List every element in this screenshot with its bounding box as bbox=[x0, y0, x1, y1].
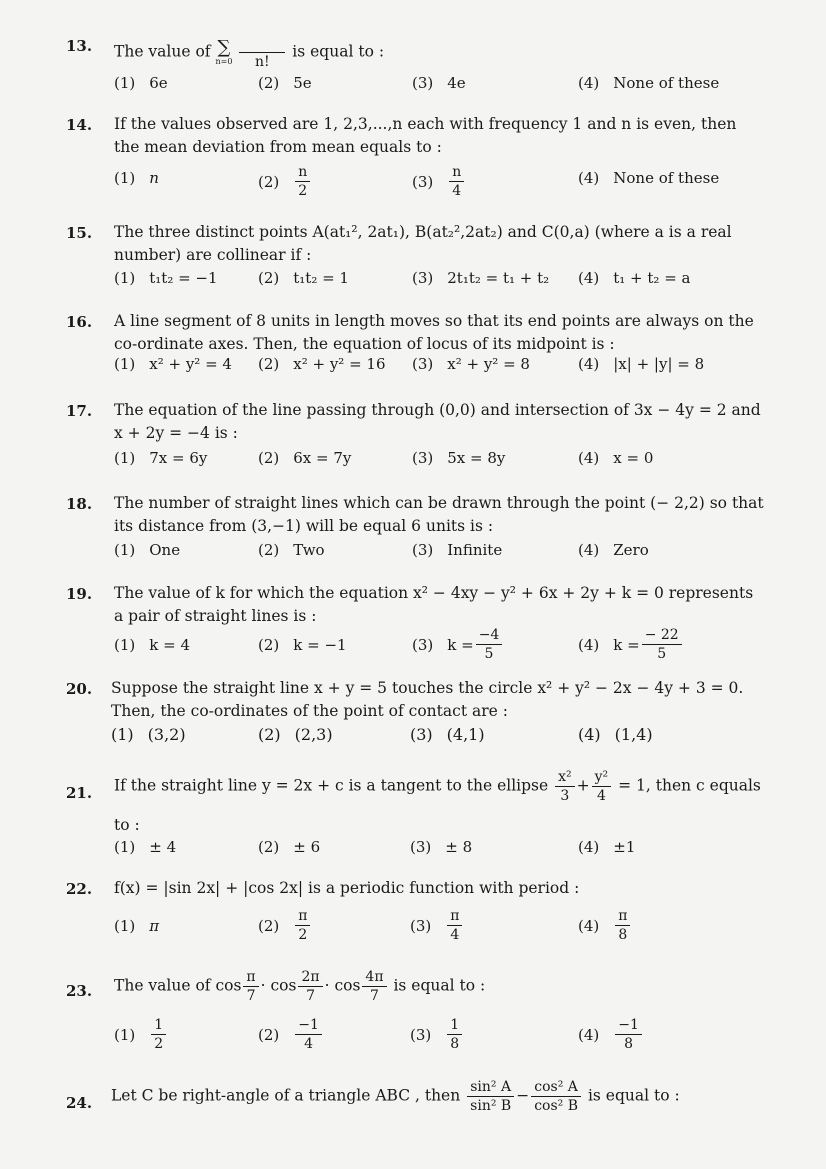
option-3: (3) $\frac{n}{4}$ bbox=[412, 163, 466, 200]
question-stem: The number of straight lines which can be drawn through the point (− 2,2) so that its distance from (3,−1) will be equal 6 units is : bbox=[114, 494, 764, 535]
option-4: (4) Zero bbox=[578, 541, 649, 559]
option-4: (4) $\frac{\pi}{8}$ bbox=[578, 907, 632, 944]
option-3: (3) Infinite bbox=[412, 541, 503, 559]
option-4: (4) |x| + |y| = 8 bbox=[578, 355, 705, 373]
option-3: (3) $\frac{1}{8}$ bbox=[410, 1016, 464, 1053]
option-2: (2) $\frac{\pi}{2}$ bbox=[258, 907, 312, 944]
question-stem: If the values observed are 1, 2,3,...,n each with frequency 1 and n is even, then the mean deviation from mean equals to : bbox=[114, 115, 737, 156]
summation: ∑ n=0 bbox=[215, 37, 233, 66]
option-2: (2) k = −1 bbox=[258, 636, 347, 654]
question-stem-tail: to : bbox=[114, 816, 140, 834]
option-2: (2) $\frac{-1}{4}$ bbox=[258, 1016, 324, 1053]
question-number: 14. bbox=[66, 116, 93, 134]
question-stem: The value of cos $\frac{\pi}{7}$ · cos $\frac{2\pi}{7}$ · cos $\frac{4\pi}{7}$ is equal to : bbox=[114, 969, 486, 1004]
question-number: 23. bbox=[66, 982, 93, 1000]
question-stem: The value of ∑ n=0 n! is equal to : bbox=[114, 34, 764, 71]
question-stem: Suppose the straight line x + y = 5 touches the circle x² + y² − 2x − 4y + 3 = 0. Then, the co-ordinates of the point of contact are : bbox=[111, 679, 744, 720]
option-2: (2) $\frac{n}{2}$ bbox=[258, 163, 312, 200]
option-1: (1) One bbox=[114, 541, 181, 559]
option-3: (3) (4,1) bbox=[410, 725, 485, 744]
option-4: (4) k = $\frac{- 22}{5}$ bbox=[578, 626, 684, 663]
option-4: (4) (1,4) bbox=[578, 725, 653, 744]
option-2: (2) (2,3) bbox=[258, 725, 333, 744]
option-1: (1) ± 4 bbox=[114, 838, 177, 856]
question-stem: A line segment of 8 units in length moves so that its end points are always on the co-ordinate axes. Then, the equation of locus of its midpoint is : bbox=[114, 312, 754, 353]
option-3: (3) 4e bbox=[412, 74, 466, 92]
option-3: (3) 2t₁t₂ = t₁ + t₂ bbox=[412, 269, 550, 287]
question-stem: If the straight line y = 2x + c is a tangent to the ellipse $\frac{\text{x²}}{3}$ + $\frac{\text{y²}}{4}$ = 1, then c equals bbox=[114, 769, 761, 804]
option-2: (2) 6x = 7y bbox=[258, 449, 352, 467]
option-1: (1) 7x = 6y bbox=[114, 449, 208, 467]
question-number: 15. bbox=[66, 224, 93, 242]
question-number: 13. bbox=[66, 37, 93, 55]
option-3: (3) k = $\frac{-4}{5}$ bbox=[412, 626, 504, 663]
question-stem: The value of k for which the equation x² − 4xy − y² + 6x + 2y + k = 0 represents a pair of straight lines is : bbox=[114, 584, 754, 625]
question-stem: f(x) = |sin 2x| + |cos 2x| is a periodic function with period : bbox=[114, 879, 580, 897]
question-number: 20. bbox=[66, 680, 93, 698]
fraction: $\frac{\text{y²}}{4}$ bbox=[592, 768, 612, 805]
option-2: (2) Two bbox=[258, 541, 325, 559]
option-3: (3) $\frac{\pi}{4}$ bbox=[410, 907, 464, 944]
question-number: 18. bbox=[66, 495, 93, 513]
option-2: (2) ± 6 bbox=[258, 838, 321, 856]
question-stem: The equation of the line passing through (0,0) and intersection of 3x − 4y = 2 and x + 2y = −4 is : bbox=[114, 401, 761, 442]
option-1: (1) k = 4 bbox=[114, 636, 190, 654]
option-4: (4) t₁ + t₂ = a bbox=[578, 269, 691, 287]
question-number: 24. bbox=[66, 1094, 93, 1112]
question-number: 17. bbox=[66, 402, 93, 420]
option-2: (2) x² + y² = 16 bbox=[258, 355, 386, 373]
option-3: (3) x² + y² = 8 bbox=[412, 355, 530, 373]
fraction: $\frac{\text{x²}}{3}$ bbox=[555, 768, 575, 805]
fraction: n! bbox=[239, 34, 285, 71]
question-number: 21. bbox=[66, 784, 93, 802]
option-1: (1) (3,2) bbox=[111, 725, 186, 744]
option-1: (1) $\frac{1}{2}$ bbox=[114, 1016, 168, 1053]
option-1: (1) x² + y² = 4 bbox=[114, 355, 232, 373]
option-2: (2) t₁t₂ = 1 bbox=[258, 269, 349, 287]
option-1: (1) t₁t₂ = −1 bbox=[114, 269, 218, 287]
option-3: (3) ± 8 bbox=[410, 838, 473, 856]
option-4: (4) None of these bbox=[578, 169, 720, 187]
question-stem: The three distinct points A(at₁², 2at₁), B(at₂²,2at₂) and C(0,a) (where a is a real number) are collinear if : bbox=[114, 223, 732, 264]
option-4: (4) x = 0 bbox=[578, 449, 654, 467]
option-4: (4) $\frac{-1}{8}$ bbox=[578, 1016, 644, 1053]
option-2: (2) 5e bbox=[258, 74, 312, 92]
question-number: 16. bbox=[66, 313, 93, 331]
question-number: 19. bbox=[66, 585, 93, 603]
option-1: (1) 6e bbox=[114, 74, 168, 92]
option-4: (4) None of these bbox=[578, 74, 720, 92]
option-3: (3) 5x = 8y bbox=[412, 449, 506, 467]
option-1: (1) n bbox=[114, 169, 159, 187]
option-1: (1) π bbox=[114, 917, 160, 935]
question-stem: Let C be right-angle of a triangle ABC , then $\frac{\text{sin² A}}{\text{sin² B}}$ − $\frac{\text{cos² A}}{\text{cos² B}}$ is equal to : bbox=[111, 1079, 680, 1114]
question-number: 22. bbox=[66, 880, 93, 898]
option-4: (4) ±1 bbox=[578, 838, 636, 856]
